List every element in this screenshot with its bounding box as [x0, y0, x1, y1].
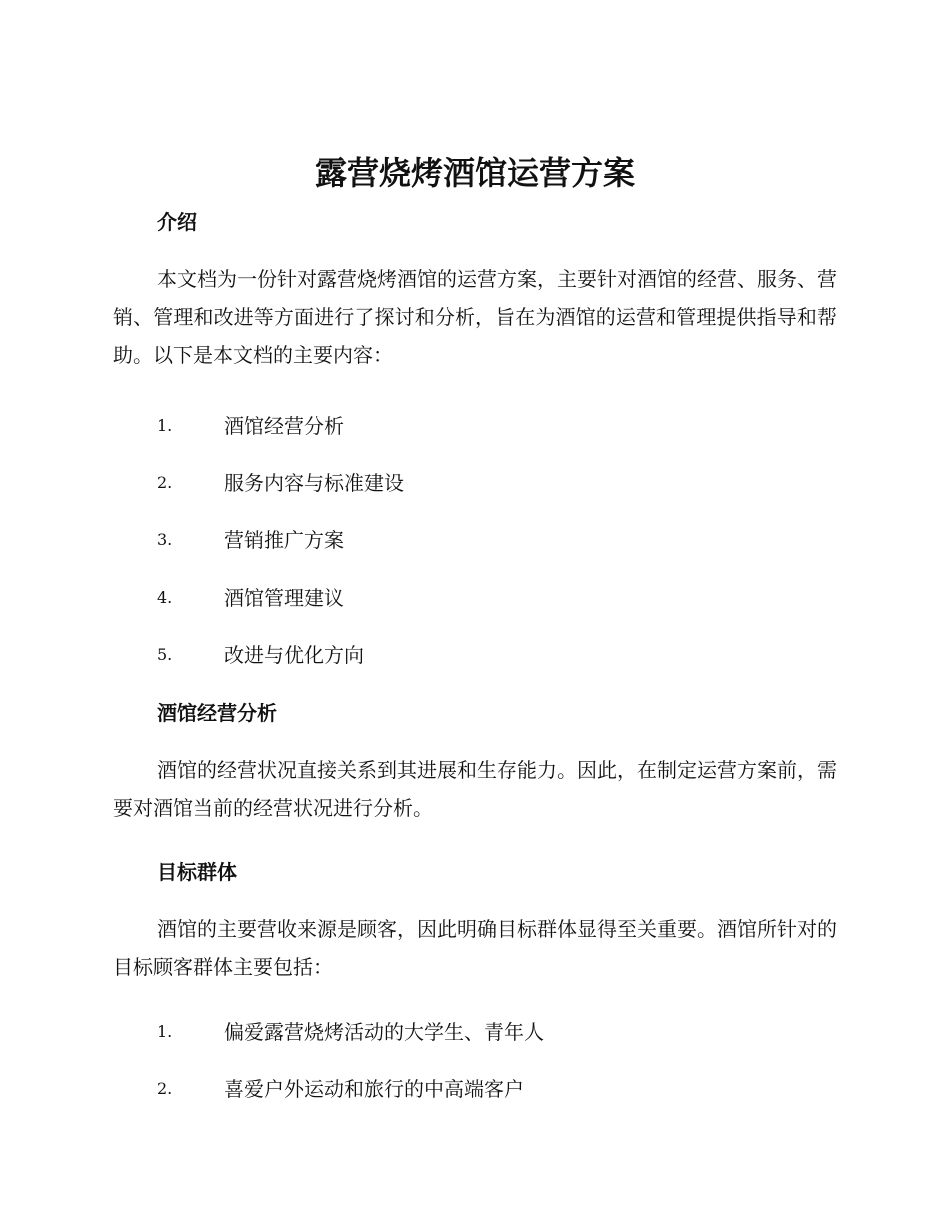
list-item-text: 酒馆管理建议 [224, 586, 344, 610]
analysis-paragraph: 酒馆的经营状况直接关系到其进展和生存能力。因此，在制定运营方案前，需要对酒馆当前的经营状况进行分析。 [113, 758, 837, 820]
list-item-number: 5. [157, 645, 173, 664]
list-item-number: 3. [157, 530, 173, 549]
list-item-number: 1. [157, 416, 173, 435]
target-paragraph: 酒馆的主要营收来源是顾客，因此明确目标群体显得至关重要。酒馆所针对的目标顾客群体主要包括： [113, 917, 837, 979]
section-heading-analysis: 酒馆经营分析 [157, 701, 277, 725]
list-item-number: 4. [157, 588, 173, 607]
list-item-text: 改进与优化方向 [224, 643, 364, 667]
list-item-number: 2. [157, 1079, 173, 1098]
list-item-number: 2. [157, 473, 173, 492]
section-heading-intro: 介绍 [157, 210, 197, 234]
list-item-text: 服务内容与标准建设 [224, 471, 404, 495]
list-item-number: 1. [157, 1022, 173, 1041]
list-item-text: 偏爱露营烧烤活动的大学生、青年人 [224, 1020, 544, 1044]
list-item-text: 营销推广方案 [224, 528, 344, 552]
list-item-text: 喜爱户外运动和旅行的中高端客户 [224, 1077, 524, 1101]
document-title: 露营烧烤酒馆运营方案 [314, 154, 635, 192]
intro-paragraph: 本文档为一份针对露营烧烤酒馆的运营方案，主要针对酒馆的经营、服务、营销、管理和改进等方面进行了探讨和分析，旨在为酒馆的运营和管理提供指导和帮助。以下是本文档的主要内容： [113, 267, 837, 367]
section-heading-target: 目标群体 [157, 860, 237, 884]
list-item-text: 酒馆经营分析 [224, 414, 344, 438]
